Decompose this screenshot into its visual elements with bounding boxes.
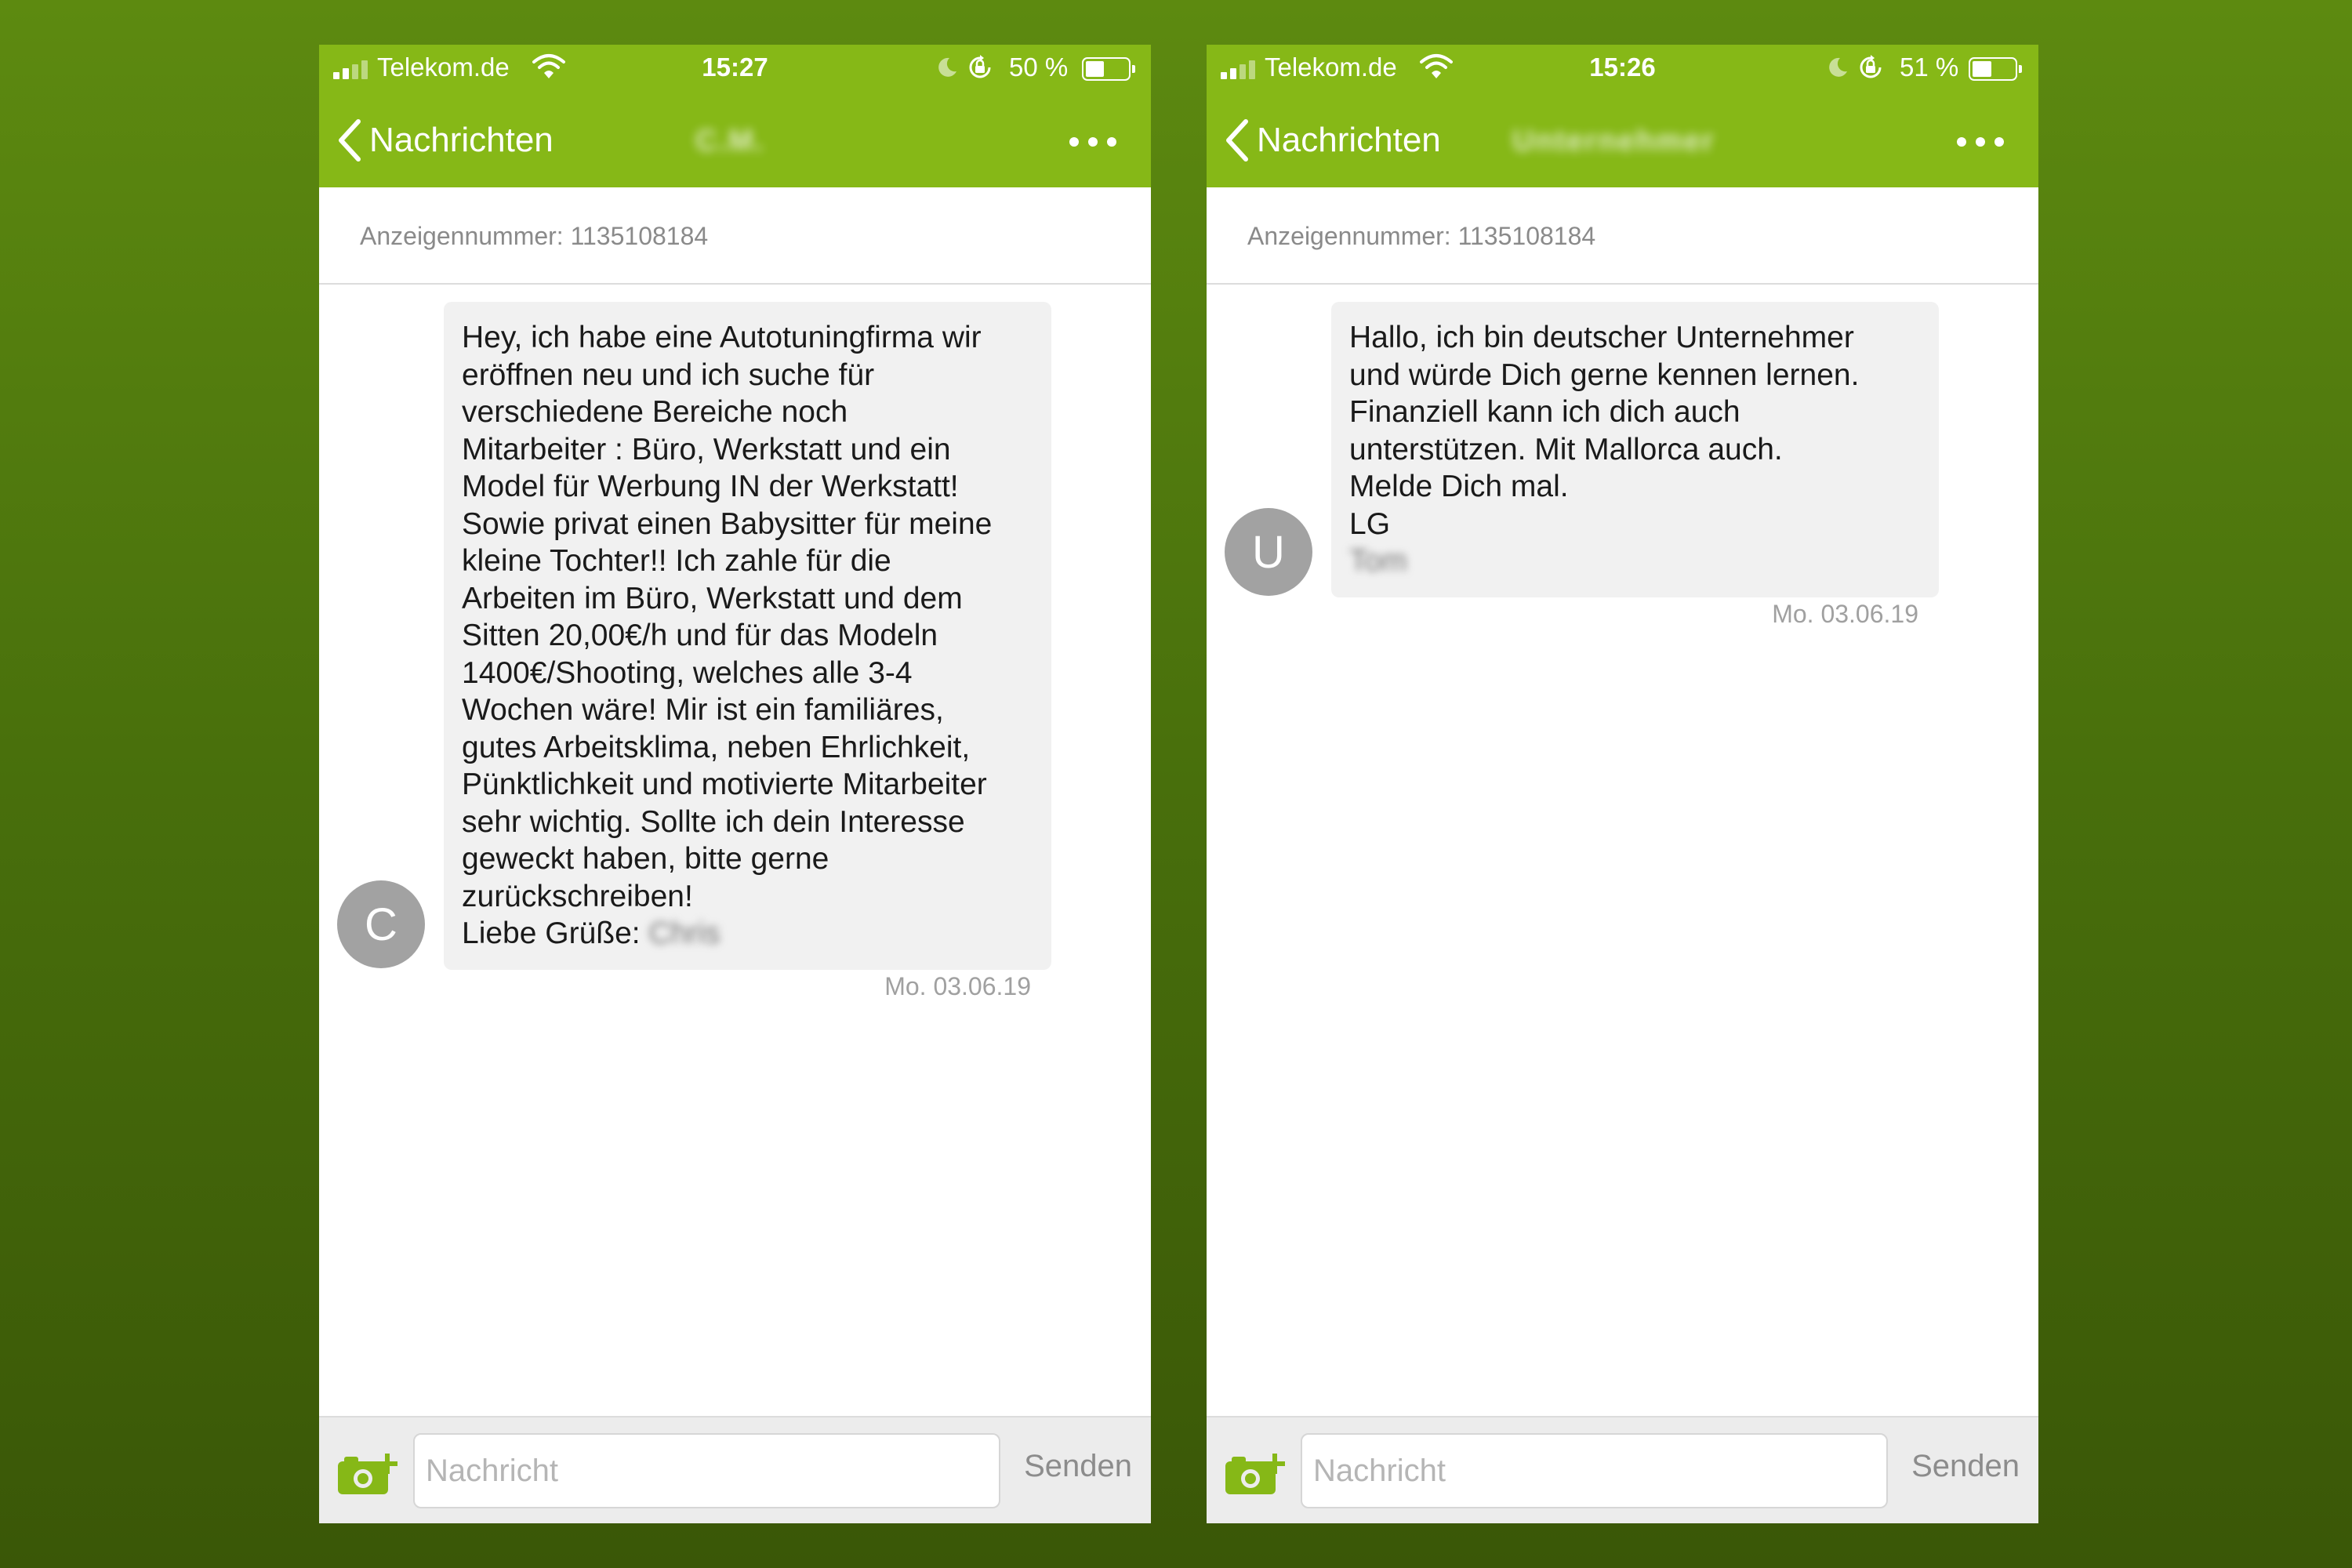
message-text: Hey, ich habe eine Autotuningfirma wir eröffnen neu und ich suche für verschiedene Bereiche noch Mitarbeiter : Büro, Werkstatt und ein Model für Werbung IN der Werkstatt! Sowie privat einen Babysitter für meine kleine Tochter!! Ich zahle für die Arbeiten im Büro, Werkstatt und dem Sitten 20,00€/h und für das Modeln 1400€/Shooting, welches alle 3-4 Wochen wäre! Mir ist ein familiäres, gutes Arbeitsklima, neben Ehrlichkeit, Pünktlichkeit und motivierte Mitarbeiter sehr wichtig. Sollte ich dein Interesse geweckt haben, bitte gerne zurückschreiben! Liebe Grüße: <box>462 321 993 950</box>
message-input[interactable] <box>1301 1433 1888 1508</box>
message-date: Mo. 03.06.19 <box>884 972 1031 1000</box>
message-input[interactable] <box>413 1433 1000 1508</box>
back-chevron-icon <box>1221 117 1254 164</box>
message-composer <box>319 1416 1151 1523</box>
back-button-label: Nachrichten <box>369 121 554 159</box>
send-button[interactable]: Senden <box>1024 1449 1132 1483</box>
ad-number: Anzeigennummer: 1135108184 <box>1247 222 1596 250</box>
avatar <box>337 880 425 968</box>
contact-name: C.M. <box>695 125 765 158</box>
ad-number-bar <box>319 187 1151 285</box>
more-options-button[interactable] <box>1069 132 1116 151</box>
status-time: 15:26 <box>1589 53 1656 82</box>
chat-screen-right <box>1207 45 2038 1523</box>
status-bar <box>1207 45 2038 92</box>
avatar-letter: U <box>1252 526 1285 578</box>
message-bubble <box>1331 302 1939 597</box>
send-button[interactable]: Senden <box>1911 1449 2020 1483</box>
rotation-lock-icon <box>967 54 993 81</box>
more-options-button[interactable] <box>1957 132 2004 151</box>
ad-number-bar <box>1207 187 2038 285</box>
camera-plus-icon[interactable] <box>336 1450 402 1496</box>
message-date: Mo. 03.06.19 <box>1772 600 1918 628</box>
avatar <box>1225 508 1312 596</box>
message-text: Hallo, ich bin deutscher Unternehmer und würde Dich gerne kennen lernen. Finanziell kann ich dich auch unterstützen. Mit Mallorca auch. Melde Dich mal. LG <box>1349 321 1860 541</box>
ad-number: Anzeigennummer: 1135108184 <box>360 222 709 250</box>
chat-screen-left <box>319 45 1151 1523</box>
message-signature: Tom <box>1349 544 1407 578</box>
status-time: 15:27 <box>702 53 768 82</box>
camera-plus-icon[interactable] <box>1224 1450 1290 1496</box>
rotation-lock-icon <box>1857 54 1884 81</box>
battery-icon <box>1082 57 1131 81</box>
carrier-name: Telekom.de <box>377 53 510 82</box>
contact-name: Unternehmer <box>1512 125 1715 158</box>
message-composer <box>1207 1416 2038 1523</box>
message-bubble <box>444 302 1051 970</box>
avatar-letter: C <box>365 898 397 950</box>
back-button[interactable] <box>333 115 554 165</box>
more-icon <box>1957 137 1966 147</box>
navigation-bar <box>1207 92 2038 187</box>
moon-icon <box>935 56 959 79</box>
battery-icon <box>1969 57 2017 81</box>
navigation-bar <box>319 92 1151 187</box>
more-icon <box>1069 137 1079 147</box>
carrier-name: Telekom.de <box>1265 53 1397 82</box>
battery-percentage: 51 % <box>1900 53 1959 82</box>
back-chevron-icon <box>333 117 366 164</box>
back-button-label: Nachrichten <box>1257 121 1441 159</box>
status-bar <box>319 45 1151 92</box>
battery-percentage: 50 % <box>1009 53 1069 82</box>
message-signature: Chris <box>648 916 720 950</box>
moon-icon <box>1826 56 1849 79</box>
back-button[interactable] <box>1221 115 1441 165</box>
